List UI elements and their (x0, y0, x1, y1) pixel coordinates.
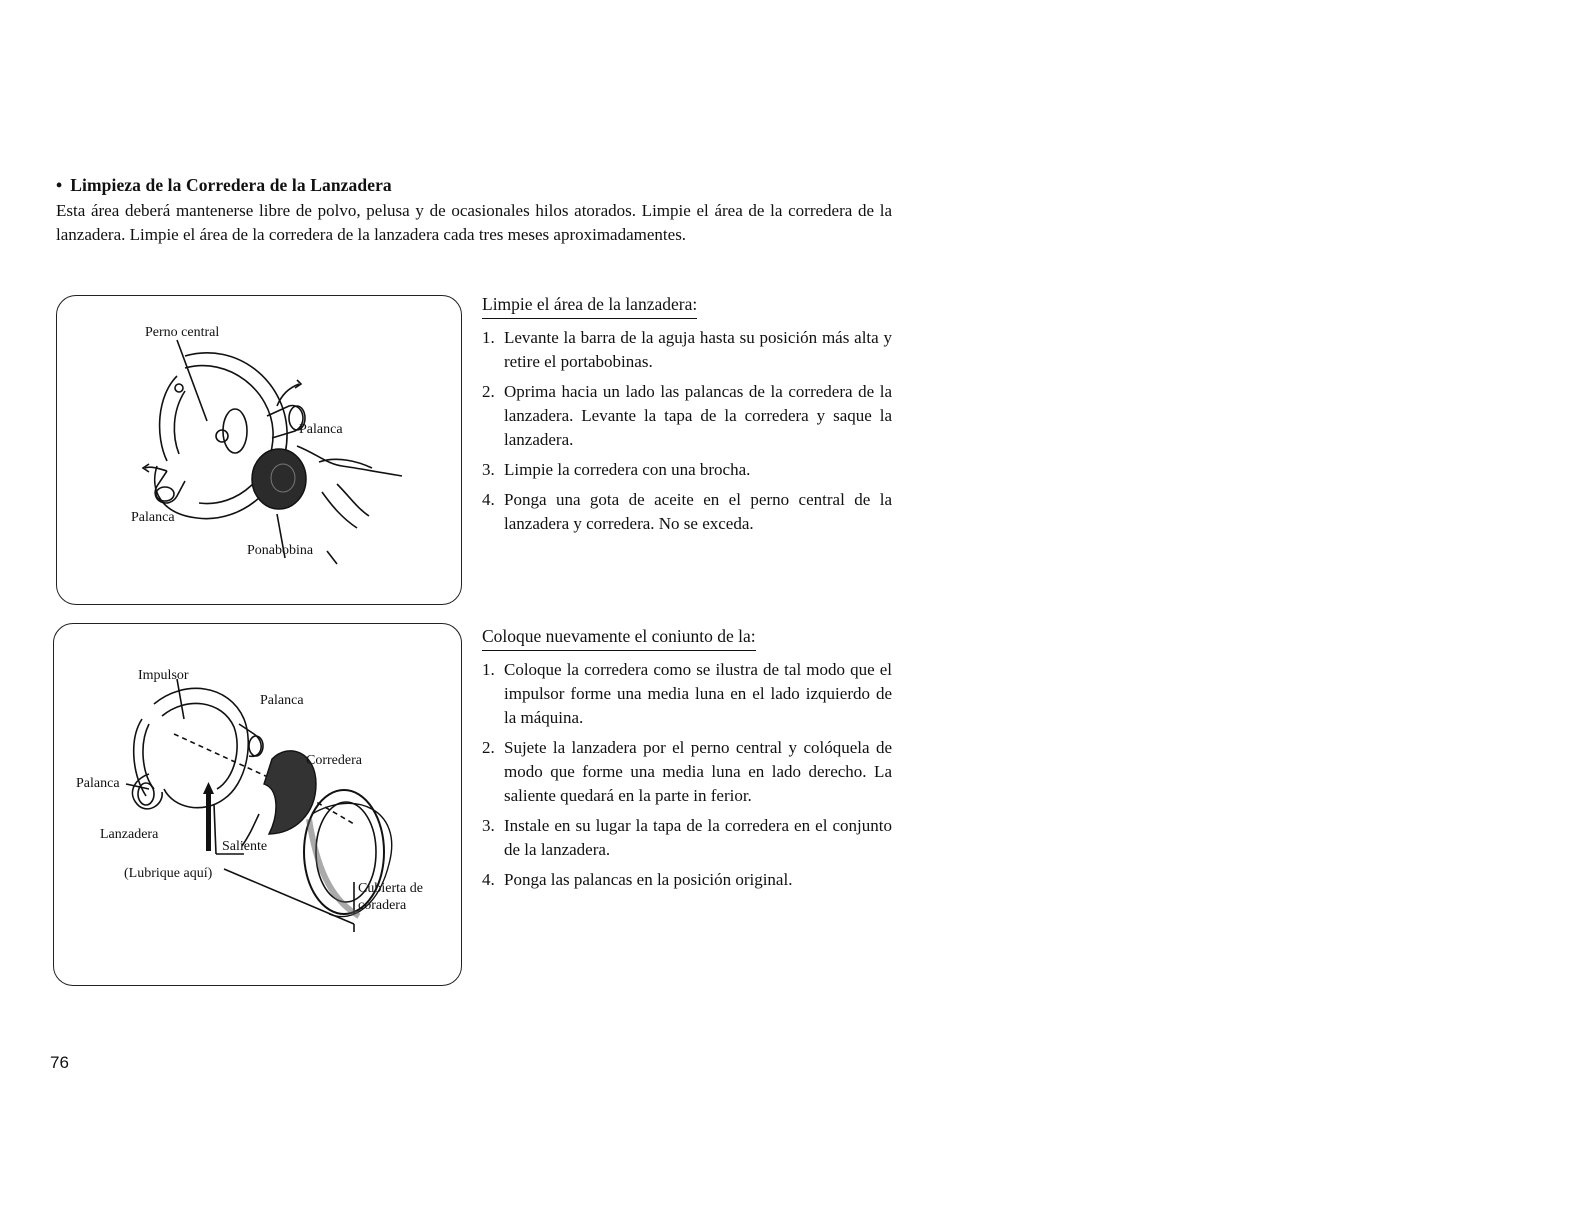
title-text: Limpieza de la Corredera de la Lanzadera (70, 175, 392, 195)
center-pin (216, 430, 228, 442)
reassemble-steps (482, 626, 892, 898)
label-palanca-top: Palanca (260, 693, 304, 708)
label-lubrique: (Lubrique aquí) (124, 866, 213, 881)
bobbin-case (252, 449, 306, 509)
label-impulsor: Impulsor (138, 668, 189, 683)
section-title (56, 175, 392, 196)
reassemble-steps-heading: Coloque nuevamente el coniunto de la: (482, 626, 756, 651)
page-number: 76 (50, 1053, 69, 1072)
clean-steps-heading: Limpie el área de la lanzadera: (482, 294, 697, 319)
race-body (154, 688, 248, 807)
list-item: 4. Ponga las palancas en la posición original. (482, 870, 793, 889)
list-item: 2. Oprima hacia un lado las palancas de la corredera de la lanzadera. Levante la tapa de la corredera y saque la lanzadera. (482, 382, 892, 449)
intro-paragraph: Esta área deberá mantenerse libre de polvo, pelusa y de ocasionales hilos atorados. Limpie el área de la corredera de la lanzadera. Limpie el área de la corredera de la lanzadera cada tres meses aproximadamentes. (56, 201, 892, 244)
label-perno-central: Perno central (145, 325, 220, 340)
figure-cleaning-hook-area (56, 295, 462, 605)
list-item: 3. Limpie la corredera con una brocha. (482, 460, 751, 479)
label-portabobina: Ponabobina (247, 543, 314, 558)
label-palanca-left: Palanca (131, 510, 175, 525)
cleaning-illustration (57, 296, 461, 604)
label-cubierta-line2: coradera (358, 898, 407, 913)
list-item: 4. Ponga una gota de aceite en el perno central de la lanzadera y corredera. No se exceda. (482, 490, 892, 533)
clean-steps (482, 294, 892, 542)
label-palanca-left: Palanca (76, 776, 120, 791)
label-saliente: Saliente (222, 839, 268, 854)
label-palanca-right: Palanca (299, 422, 343, 437)
list-item: 2. Sujete la lanzadera por el perno central y colóquela de modo que forme una media luna en lado derecho. La saliente quedará en la parte in ferior. (482, 738, 892, 805)
reassembly-illustration (54, 624, 461, 985)
label-corredera: Corredera (306, 753, 362, 768)
label-cubierta-line1: Cubierta de (358, 881, 423, 896)
title-bullet: • (56, 175, 63, 195)
figure-reassembly (53, 623, 462, 986)
list-item: 3. Instale en su lugar la tapa de la corredera en el conjunto de la lanzadera. (482, 816, 892, 859)
label-lanzadera: Lanzadera (100, 827, 159, 842)
clean-steps-list (482, 326, 892, 536)
reassemble-steps-list (482, 658, 892, 892)
list-item: 1. Coloque la corredera como se ilustra de tal modo que el impulsor forme una media luna en el lado izquierdo de la máquina. (482, 660, 892, 727)
list-item: 1. Levante la barra de la aguja hasta su posición más alta y retire el portabobinas. (482, 328, 892, 371)
